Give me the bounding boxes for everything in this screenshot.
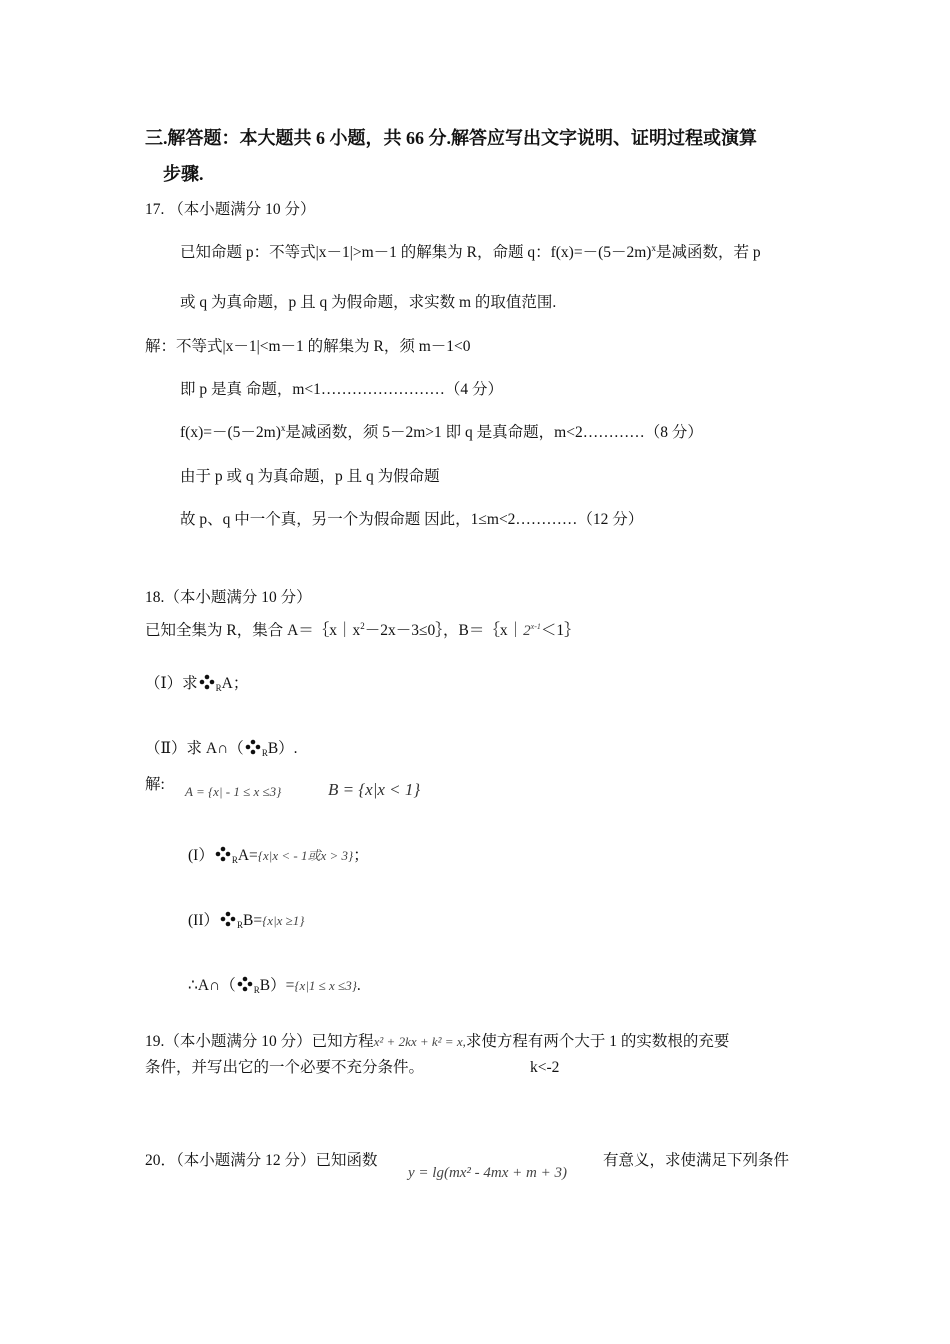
section-title-cont: 步骤. [163, 164, 204, 184]
complement-icon [244, 738, 262, 756]
q19-statement-line2: 条件，并写出它的一个必要不充分条件。 [145, 1059, 425, 1076]
section-title: 三.解答题：本大题共 6 小题，共 66 分.解答应写出文字说明、证明过程或演算 [145, 128, 757, 148]
q19-statement-line1: 19.（本小题满分 10 分）已知方程x² + 2kx + k² = x,求使方程有两个大于 1 的实数根的充要 [145, 1033, 730, 1050]
q17-statement-line1: 已知命题 p：不等式|x－1|>m－1 的解集为 R，命题 q：$f(x)=-(5-2m)^x$是减函数，若 p [180, 243, 761, 261]
q18-solution-iii: ∴A∩（ $_R$B）={x|1 ≤ x ≤3}. [188, 977, 361, 995]
q20-equation: y = lg(mx² - 4mx + m + 3) [408, 1165, 567, 1181]
q18-part2: （Ⅱ）求 A∩（ $_R$B）. [145, 740, 298, 758]
q17-solution-line3: $f(x)=-(5-2m)^x$是减函数，须 5－2m>1 即 q 是真命题，m<2…………（8 分） [180, 423, 703, 441]
q18-set-A: A = {x| - 1 ≤ x ≤3} [185, 784, 282, 799]
q17-solution-line1: 解：不等式|x－1|<m－1 的解集为 R，须 m－1<0 [145, 338, 471, 355]
q17-statement-line2: 或 q 为真命题，p 且 q 为假命题，求实数 m 的取值范围. [180, 294, 557, 311]
q18-statement: 已知全集为 R，集合 $A=\{x|x^2-2x-3\le 0\}$，$B=\{x|2^{x-1}<1\}$ [145, 621, 580, 639]
complement-icon [219, 910, 237, 928]
q20-statement-b: 有意义，求使满足下列条件 [603, 1152, 790, 1169]
q17-solution-line4: 由于 p 或 q 为真命题，p 且 q 为假命题 [180, 468, 440, 485]
q18-solution-ii: (II） $_R$B={x|x ≥1} [188, 912, 305, 930]
q17-header: 17. （本小题满分 10 分） [145, 201, 316, 218]
q18-solution-i: (I） $_R$A={x|x < - 1或x > 3}； [188, 847, 369, 865]
complement-icon [214, 845, 232, 863]
q17-solution-line2: 即 p 是真 命题，m<1……………………（4 分） [180, 381, 504, 398]
complement-icon [198, 673, 216, 691]
q17-solution-line5: 故 p、q 中一个真，另一个为假命题 因此，1≤m<2…………（12 分） [180, 511, 644, 528]
complement-icon [236, 975, 254, 993]
q19-answer: k<-2 [530, 1059, 560, 1076]
q18-part1: （Ⅰ）求 $_R$A； [145, 675, 249, 693]
q18-solution-label: 解: [145, 776, 165, 793]
q18-set-B: B = {x|x < 1} [328, 780, 421, 799]
q18-header: 18.（本小题满分 10 分） [145, 589, 312, 606]
q20-statement-a: 20．（本小题满分 12 分）已知函数 [145, 1152, 378, 1169]
